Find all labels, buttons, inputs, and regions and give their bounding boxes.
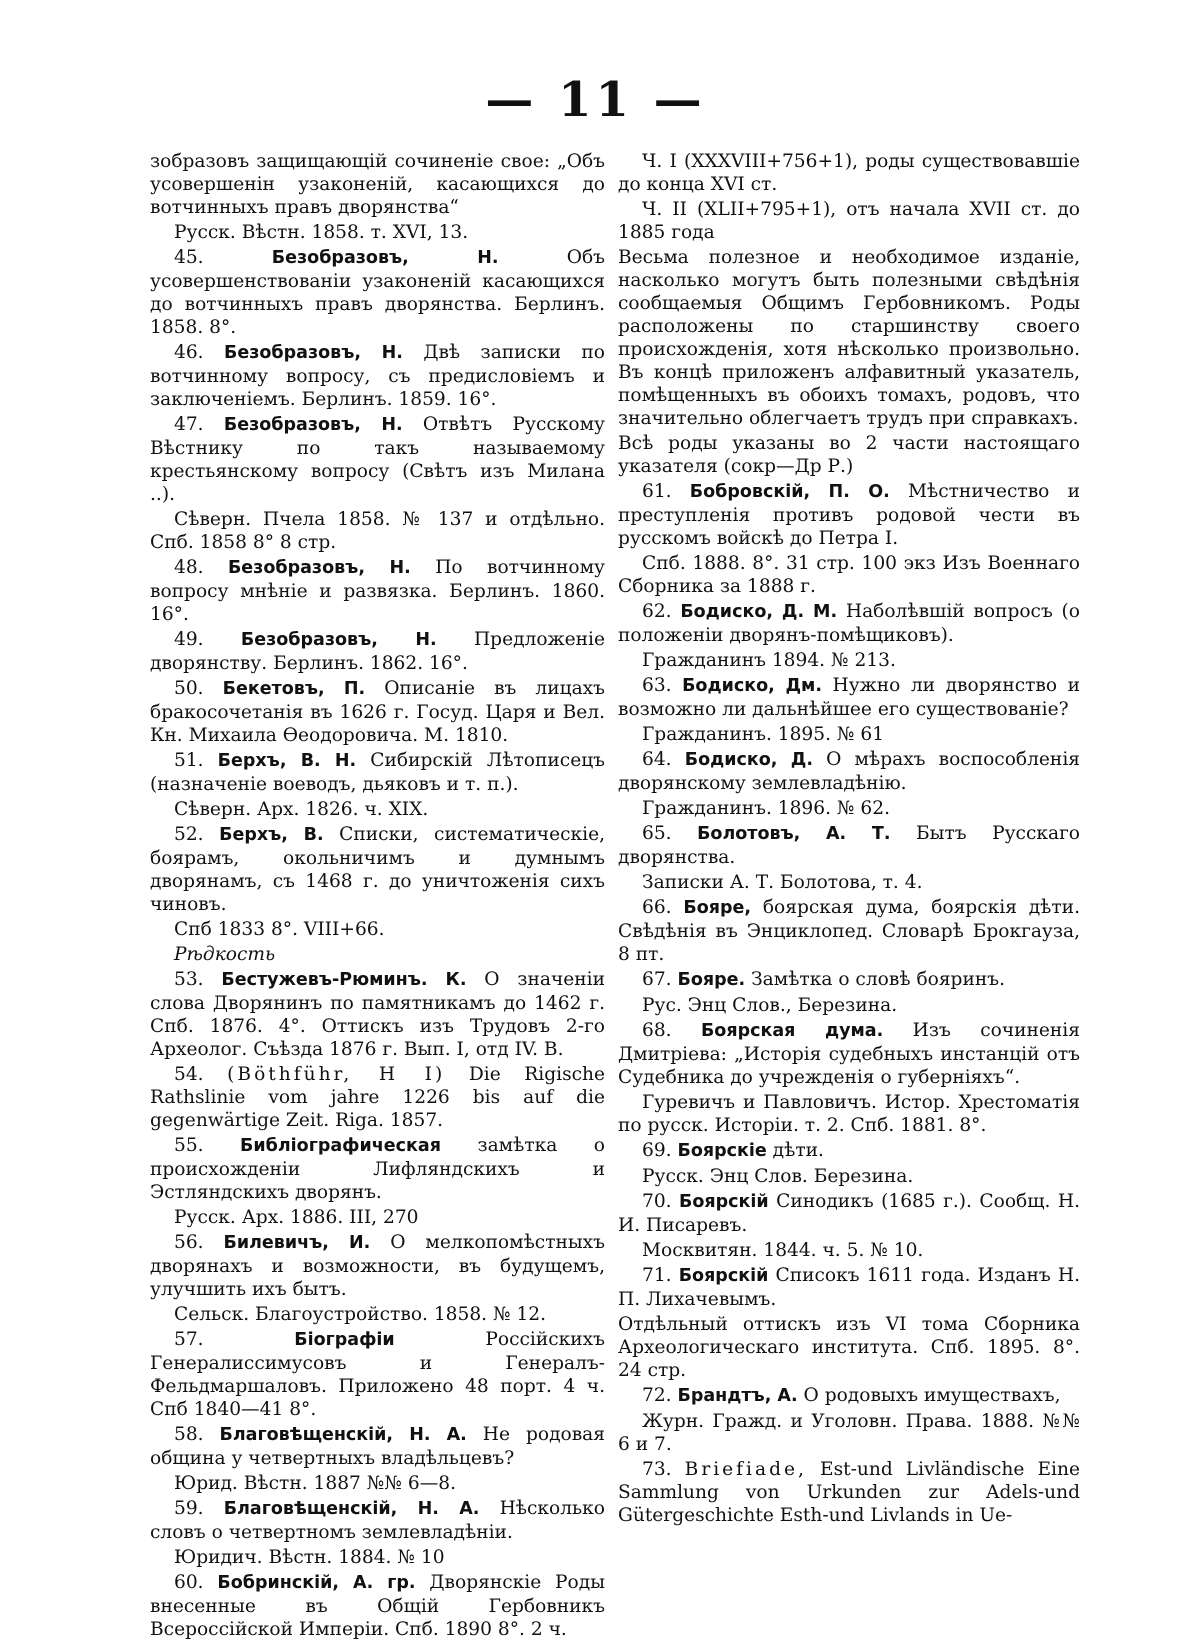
bibliography-entry bbox=[150, 413, 605, 506]
entry-text: Бытъ Русскаго дворянства. bbox=[618, 823, 1081, 868]
entry-number: 52. bbox=[174, 824, 204, 845]
source-text: Сѣверн. Арх. 1826. ч. XIX. bbox=[174, 799, 429, 820]
continuation-text: зобразовъ защищающій сочиненіе свое: „Объ усовершенін узаконеній, касающихся до вотчинныхъ правъ дворянства“ bbox=[150, 151, 605, 218]
bibliography-entry bbox=[150, 1328, 605, 1421]
entry-text: О мелкопомѣстныхъ дворянахъ и возможности, въ будущемъ, улучшить ихъ бытъ. bbox=[150, 1232, 605, 1300]
entry-author: Бобровскій, П. О. bbox=[689, 482, 890, 502]
entry-author: Библіографическая bbox=[240, 1136, 441, 1156]
entry-text: Изъ сочиненія Дмитріева: „Исторія судебныхъ инстанцій отъ Судебника до учрежденія о губерніяхъ“. bbox=[618, 1020, 1080, 1088]
bibliography-entry bbox=[618, 1384, 1080, 1408]
source-text: Ч. II (XLII+795+1), отъ начала XVII ст. до 1885 года bbox=[618, 199, 1080, 243]
entry-number: 48. bbox=[174, 557, 204, 578]
entry-number: 67. bbox=[642, 969, 672, 990]
entry-text: Предложеніе дворянству. Берлинъ. 1862. 16°. bbox=[150, 629, 605, 674]
bibliography-entry bbox=[150, 1063, 605, 1132]
source-text: Русск. Вѣстн. 1858. т. XVI, 13. bbox=[174, 222, 469, 243]
entry-text: Описаніе въ лицахъ бракосочетанія въ 1626 г. Госуд. Царя и Вел. Кн. Михаила Ѳеодоровича. М. 1810. bbox=[150, 678, 605, 746]
entry-source bbox=[150, 798, 605, 821]
bibliography-entry bbox=[150, 968, 605, 1061]
bibliography-entry bbox=[618, 1458, 1080, 1527]
entry-source bbox=[618, 994, 1080, 1017]
entry-author: Билевичъ, И. bbox=[223, 1233, 371, 1253]
entry-number: 73. bbox=[642, 1459, 672, 1480]
entry-number: 66. bbox=[642, 897, 672, 918]
entry-text: Синодикъ (1685 г.). Сообщ. Н. И. Писаревъ. bbox=[618, 1191, 1080, 1236]
entry-number: 71. bbox=[642, 1265, 672, 1286]
source-text: Журн. Гражд. и Уголовн. Права. 1888. №№ 6 и 7. bbox=[618, 1411, 1080, 1455]
bibliography-entry bbox=[618, 480, 1080, 550]
entry-author: Безобразовъ, Н. bbox=[223, 415, 403, 435]
entry-text: Отвѣтъ Русскому Вѣстнику по такъ называемому крестьянскому вопросу (Свѣтъ изъ Милана ..). bbox=[150, 414, 605, 505]
right-column bbox=[618, 150, 1080, 1529]
entry-source bbox=[150, 918, 605, 941]
source-text: Спб 1833 8°. VIII+66. bbox=[174, 919, 385, 940]
source-text: Гражданинъ. 1896. № 62. bbox=[642, 798, 890, 819]
entry-author: Безобразовъ, Н. bbox=[240, 630, 437, 650]
entry-author: Боярскій bbox=[678, 1266, 769, 1286]
entry-text: Не родовая община у четвертныхъ владѣльцевъ? bbox=[150, 1424, 605, 1469]
bibliography-entry bbox=[150, 1134, 605, 1204]
entry-number: 51. bbox=[174, 750, 204, 771]
entry-text: Списокъ 1611 года. Изданъ Н. П. Лихачевымъ. bbox=[618, 1265, 1080, 1310]
entry-text: О мѣрахъ воспособленія дворянскому землевладѣнію. bbox=[618, 749, 1080, 794]
entry-source bbox=[618, 552, 1080, 598]
bibliography-entry bbox=[618, 1190, 1080, 1237]
entry-number: 46. bbox=[174, 342, 204, 363]
entry-text: Наболѣвшій вопросъ (о положеніи дворянъ-помѣщиковъ). bbox=[618, 601, 1080, 646]
entry-number: 59. bbox=[174, 1498, 204, 1519]
bibliography-entry bbox=[150, 246, 605, 339]
bibliography-entry bbox=[618, 896, 1080, 966]
source-text: Гуревичъ и Павловичъ. Истор. Хрестоматія по русск. Исторіи. т. 2. Спб. 1881. 8°. bbox=[618, 1092, 1080, 1136]
entry-number: 56. bbox=[174, 1232, 204, 1253]
entry-text: Россійскихъ Генералиссимусовъ и Генералъ-Фельдмаршаловъ. Приложено 48 порт. 4 ч. Спб 1840—41 8°. bbox=[150, 1329, 605, 1420]
entry-author: Бодиско, Д. bbox=[684, 750, 813, 770]
entry-text: замѣтка о происхожденіи Лифляндскихъ и Эстляндскихъ дворянъ. bbox=[150, 1135, 605, 1203]
entry-author: Бодиско, Дм. bbox=[682, 676, 822, 696]
entry-source bbox=[618, 1165, 1080, 1188]
bibliography-entry bbox=[618, 674, 1080, 721]
entry-number: 55. bbox=[174, 1135, 204, 1156]
entry-source bbox=[618, 198, 1080, 244]
entry-number: 68. bbox=[642, 1020, 672, 1041]
page-number: — 11 — bbox=[485, 72, 706, 128]
entry-number: 58. bbox=[174, 1424, 204, 1445]
entry-text: Дворянскіе Роды внесенные въ Общій Гербовникъ Всероссійской Имперіи. Спб. 1890 8°. 2 ч. bbox=[150, 1572, 605, 1640]
entry-text: Сибирскій Лѣтописецъ (назначеніе воеводъ, дьяковъ и т. п.). bbox=[150, 750, 605, 795]
entry-source bbox=[618, 871, 1080, 894]
entry-text: Мѣстничество и преступленія противъ родовой чести въ русскомъ войскѣ до Петра I. bbox=[618, 481, 1080, 549]
entry-author: Безобразовъ, Н. bbox=[224, 343, 403, 363]
entry-author: Безобразовъ, Н. bbox=[227, 558, 411, 578]
entry-author: Бояре. bbox=[677, 970, 746, 990]
bibliography-entry bbox=[150, 1423, 605, 1470]
entry-number: 45. bbox=[174, 247, 204, 268]
entry-text: Двѣ записки по вотчинному вопросу, съ предисловіемъ и заключеніемъ. Берлинъ. 1859. 16°. bbox=[150, 342, 605, 410]
entry-author: Бекетовъ, П. bbox=[222, 679, 366, 699]
entry-text: боярская дума, боярскія дѣти. Свѣдѣнія въ Энциклопед. Словарѣ Брокгауза, 8 пт. bbox=[618, 897, 1080, 965]
entry-source bbox=[150, 221, 605, 244]
entry-text: Нужно ли дворянство и возможно ли дальнѣйшее его существованіе? bbox=[618, 675, 1080, 720]
entry-number: 61. bbox=[642, 481, 672, 502]
source-text: Сельск. Благоустройство. 1858. № 12. bbox=[174, 1304, 547, 1325]
entry-author: Благовѣщенскій, Н. А. bbox=[219, 1425, 467, 1445]
entry-source bbox=[618, 1239, 1080, 1262]
entry-number: 60. bbox=[174, 1572, 204, 1593]
entry-author: Боярская дума. bbox=[700, 1021, 884, 1041]
source-text: Русск. Арх. 1886. III, 270 bbox=[174, 1207, 419, 1228]
entry-source bbox=[150, 1546, 605, 1569]
entry-author: Берхъ, В. bbox=[219, 825, 324, 845]
entry-number: 47. bbox=[174, 414, 204, 435]
entry-number: 65. bbox=[642, 823, 672, 844]
entry-source bbox=[150, 1472, 605, 1495]
entry-number: 62. bbox=[642, 601, 672, 622]
entry-author: Берхъ, В. Н. bbox=[217, 751, 357, 771]
entry-author: Болотовъ, А. Т. bbox=[697, 824, 891, 844]
entry-author: Бестужевъ-Рюминъ. К. bbox=[221, 970, 467, 990]
bibliography-entry bbox=[150, 677, 605, 747]
entry-number: 54. bbox=[174, 1064, 204, 1085]
left-column bbox=[150, 150, 605, 1643]
bibliography-entry bbox=[618, 748, 1080, 795]
source-text: Гражданинъ. 1895. № 61 bbox=[642, 724, 885, 745]
entry-source bbox=[618, 150, 1080, 196]
source-text: Ч. I (XXXVIII+756+1), роды существовавшіе до конца XVI ст. bbox=[618, 151, 1080, 195]
entry-source bbox=[618, 1410, 1080, 1456]
entry-source bbox=[618, 1091, 1080, 1137]
source-text: Записки А. Т. Болотова, т. 4. bbox=[642, 872, 923, 893]
continuation-text: Всѣ роды указаны во 2 части настоящаго указателя (сокр—Др Р.) bbox=[618, 433, 1080, 477]
bibliography-entry bbox=[618, 968, 1080, 992]
source-text: Русск. Энц Слов. Березина. bbox=[642, 1166, 914, 1187]
bibliography-entry bbox=[150, 556, 605, 626]
continuation-text: Отдѣльный оттискъ изъ VI тома Сборника Археологическаго института. Спб. 1895. 8°. 24 стр. bbox=[618, 1314, 1080, 1381]
entry-author: Бодиско, Д. М. bbox=[680, 602, 838, 622]
entry-author: Бобринскій, А. гр. bbox=[217, 1573, 416, 1593]
bibliography-entry bbox=[618, 1019, 1080, 1089]
entry-source bbox=[618, 649, 1080, 672]
entry-author: Боярскіе bbox=[677, 1141, 767, 1161]
entry-text: Est-und Livländische Eine Sammlung von Urkunden zur Adels-und Gütergeschichte Esth-und Livlands in Ue- bbox=[618, 1459, 1080, 1526]
bibliography-entry bbox=[618, 600, 1080, 647]
entry-text: По вотчинному вопросу мнѣніе и развязка. Берлинъ. 1860. 16°. bbox=[150, 557, 605, 625]
bibliography-entry bbox=[150, 341, 605, 411]
source-text: Спб. 1888. 8°. 31 стр. 100 экз Изъ Военнаго Сборника за 1888 г. bbox=[618, 553, 1080, 597]
entry-number: 53. bbox=[174, 969, 204, 990]
entry-author: Благовѣщенскій, Н. А. bbox=[223, 1499, 480, 1519]
entry-number: 50. bbox=[174, 678, 204, 699]
bibliography-entry bbox=[150, 823, 605, 916]
source-text: Рус. Энц Слов., Березина. bbox=[642, 995, 898, 1016]
entry-number: 57. bbox=[174, 1329, 204, 1350]
entry-continuation bbox=[618, 1313, 1080, 1382]
entry-number: 63. bbox=[642, 675, 672, 696]
entry-source bbox=[150, 1303, 605, 1326]
entry-continuation bbox=[150, 150, 605, 219]
entry-source bbox=[618, 797, 1080, 820]
source-text: Юридич. Вѣстн. 1884. № 10 bbox=[174, 1547, 445, 1568]
entry-number: 49. bbox=[174, 629, 204, 650]
continuation-text: Весьма полезное и необходимое изданіе, насколько могутъ быть полезными свѣдѣнія сообщаемыя Общимъ Гербовникомъ. Роды расположены по старшинству своего происхожденія, хотя нѣсколько произвольно. Въ концѣ приложенъ алфавитный указатель, помѣщенныхъ въ обоихъ томахъ, родовъ, что значительно облегчаетъ трудъ при справкахъ. bbox=[618, 247, 1080, 429]
bibliography-entry bbox=[150, 1497, 605, 1544]
entry-note bbox=[150, 943, 605, 966]
entry-text: дѣти. bbox=[772, 1140, 824, 1161]
entry-author: Біографіи bbox=[294, 1330, 395, 1350]
entry-author: Безобразовъ, Н. bbox=[271, 248, 499, 268]
entry-number: 70. bbox=[642, 1191, 672, 1212]
entry-text: Объ усовершенствованіи узаконеній касающихся до вотчинныхъ правъ дворянства. Берлинъ. 1858. 8°. bbox=[150, 247, 605, 338]
entry-author: Брандтъ, А. bbox=[677, 1386, 798, 1406]
bibliography-entry bbox=[150, 1571, 605, 1641]
entry-author: Briefiade, bbox=[684, 1459, 807, 1480]
entry-text: Списки, систематическіе, боярамъ, окольничимъ и думнымъ дворянамъ, съ 1468 г. до уничтоженія сихъ чиновъ. bbox=[150, 824, 605, 915]
entry-continuation bbox=[618, 246, 1080, 430]
entry-number: 64. bbox=[642, 749, 672, 770]
entry-author: (Böthführ, H I) bbox=[227, 1064, 446, 1085]
source-text: Москвитян. 1844. ч. 5. № 10. bbox=[642, 1240, 924, 1261]
entry-source bbox=[618, 723, 1080, 746]
bibliography-entry bbox=[618, 822, 1080, 869]
source-text: Гражданинъ 1894. № 213. bbox=[642, 650, 896, 671]
entry-text: О значеніи слова Дворянинъ по памятникамъ до 1462 г. Спб. 1876. 4°. Оттискъ изъ Трудовъ 2-го Археолог. Съѣзда 1876 г. Вып. I, отд IV. В. bbox=[150, 969, 605, 1060]
bibliography-entry bbox=[618, 1139, 1080, 1163]
entry-text: О родовыхъ имуществахъ, bbox=[803, 1385, 1061, 1406]
bibliography-entry bbox=[150, 628, 605, 675]
entry-text: Замѣтка о словѣ бояринъ. bbox=[751, 969, 1005, 990]
bibliography-entry bbox=[150, 749, 605, 796]
entry-source bbox=[150, 508, 605, 554]
entry-number: 72. bbox=[642, 1385, 672, 1406]
entry-source bbox=[150, 1206, 605, 1229]
source-text: Сѣверн. Пчела 1858. № 137 и отдѣльно. Спб. 1858 8° 8 стр. bbox=[150, 509, 605, 553]
entry-author: Бояре, bbox=[683, 898, 752, 918]
note-text: Рѣдкость bbox=[174, 944, 276, 965]
bibliography-entry bbox=[150, 1231, 605, 1301]
entry-text: Нѣсколько словъ о четвертномъ землевладѣніи. bbox=[150, 1498, 605, 1543]
entry-continuation bbox=[618, 432, 1080, 478]
entry-number: 69. bbox=[642, 1140, 672, 1161]
source-text: Юрид. Вѣстн. 1887 №№ 6—8. bbox=[174, 1473, 457, 1494]
entry-author: Боярскій bbox=[679, 1192, 769, 1212]
bibliography-entry bbox=[618, 1264, 1080, 1311]
entry-text: Die Rigische Rathslinie vom jahre 1226 bis auf die gegenwärtige Zeit. Riga. 1857. bbox=[150, 1064, 605, 1131]
